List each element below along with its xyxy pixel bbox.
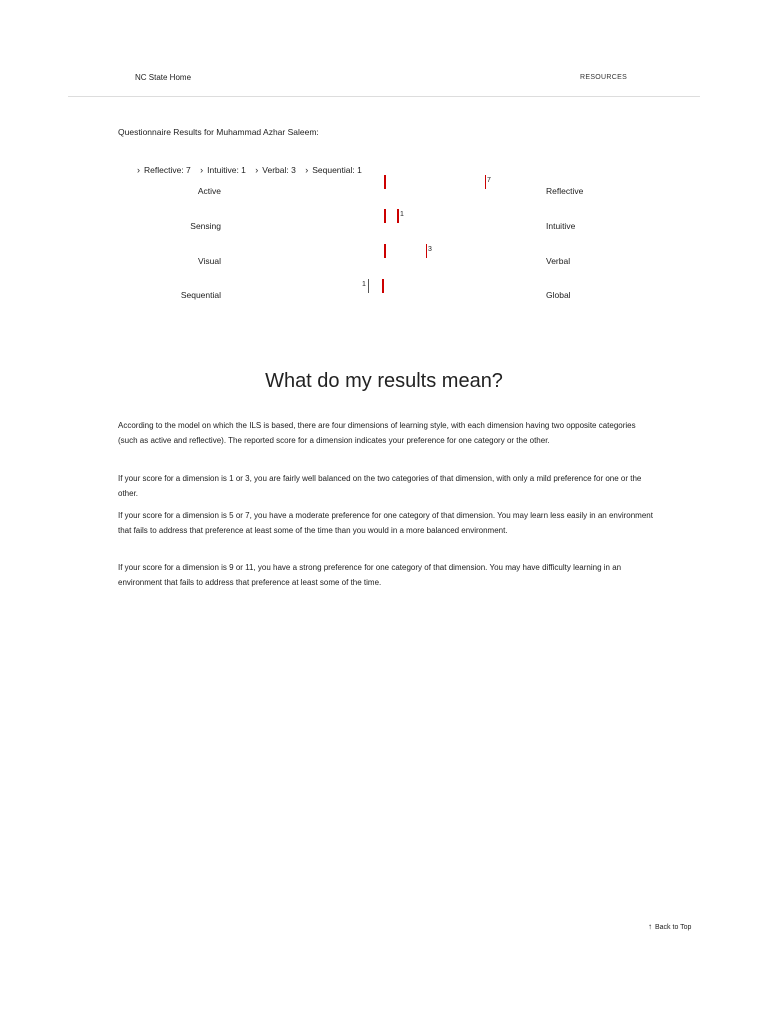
chevron-right-icon: › xyxy=(255,165,259,175)
explanation-paragraph: If your score for a dimension is 9 or 11, you have a strong preference for one category of that dimension. You may have difficulty learning in an environment that fails to address that preference at least some of the time. xyxy=(118,563,622,587)
summary-item-verbal xyxy=(255,165,296,175)
scale-center-marker xyxy=(384,209,386,223)
explanation-paragraph: If your score for a dimension is 1 or 3, you are fairly well balanced on the two categories of that dimension, with only a mild preference for one or the other. xyxy=(118,474,642,498)
scale-row-sequential-global xyxy=(0,281,768,304)
scale-center-marker xyxy=(384,175,386,189)
score-value: 1 xyxy=(362,281,366,288)
summary-item-sequential xyxy=(305,165,362,175)
score-value: 3 xyxy=(428,246,432,253)
score-marker xyxy=(368,279,369,293)
score-marker xyxy=(426,244,427,258)
chevron-right-icon: › xyxy=(137,165,140,175)
header-divider xyxy=(68,96,700,97)
scale-right-label: Verbal xyxy=(546,256,571,266)
scale-row-active-reflective xyxy=(0,177,768,200)
score-value: 7 xyxy=(487,177,491,184)
scale-row-sensing-intuitive xyxy=(0,211,768,235)
chevron-right-icon: › xyxy=(305,165,309,175)
scale-right-label: Global xyxy=(546,290,571,300)
summary-label: Intuitive: 1 xyxy=(207,165,246,175)
nc-state-home-link[interactable]: NC State Home xyxy=(135,73,192,82)
chevron-right-icon: › xyxy=(200,165,204,175)
resources-link[interactable]: RESOURCES xyxy=(580,74,628,81)
section-title: What do my results mean? xyxy=(265,370,503,392)
scale-left-label: Sensing xyxy=(190,221,221,231)
arrow-up-icon: ↑ xyxy=(648,922,652,931)
summary-label: Verbal: 3 xyxy=(262,165,296,175)
score-marker xyxy=(485,175,486,189)
back-to-top-label: Back to Top xyxy=(655,924,692,931)
summary-label: Reflective: 7 xyxy=(144,165,191,175)
back-to-top-link[interactable] xyxy=(648,922,691,931)
scale-center-marker xyxy=(384,244,386,258)
scale-left-label: Active xyxy=(197,186,221,196)
summary-item-intuitive xyxy=(200,165,246,175)
explanation-paragraph: If your score for a dimension is 5 or 7, you have a moderate preference for one category of that dimension. You may learn less easily in an environment that fails to address that preference at least some of the time than you would in a more balanced environment. xyxy=(118,511,653,535)
results-heading: Questionnaire Results for Muhammad Azhar Saleem: xyxy=(118,127,319,137)
scale-row-visual-verbal xyxy=(0,246,768,270)
score-marker xyxy=(397,209,399,223)
score-value: 1 xyxy=(400,211,404,218)
summary-item-reflective xyxy=(137,165,191,175)
summary-label: Sequential: 1 xyxy=(312,165,362,175)
scale-left-label: Sequential xyxy=(180,290,221,300)
scale-center-marker xyxy=(382,279,384,293)
top-navigation xyxy=(0,0,768,97)
results-summary xyxy=(137,165,369,175)
scale-left-label: Visual xyxy=(198,256,221,266)
scale-right-label: Reflective xyxy=(546,186,584,196)
explanation-paragraph: According to the model on which the ILS is based, there are four dimensions of learning style, with each dimension having two opposite categories (such as active and reflective). The reported score for a dimension indicates your preference for one category or the other. xyxy=(118,421,636,445)
scale-right-label: Intuitive xyxy=(546,221,576,231)
